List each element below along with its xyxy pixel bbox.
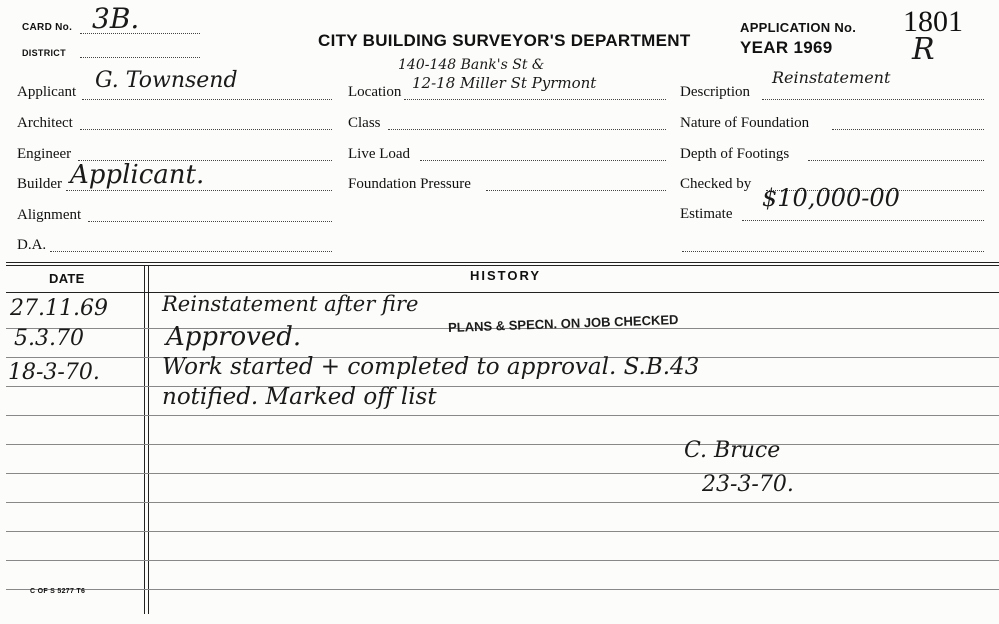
estimate-line	[742, 220, 984, 221]
history-date-1: 27.11.69	[10, 296, 108, 321]
year-label: YEAR 1969	[740, 38, 833, 57]
location-label: Location	[348, 84, 402, 100]
applicant-line	[82, 99, 332, 100]
ruled-line	[6, 502, 999, 503]
description-label: Description	[680, 84, 750, 100]
location-line	[404, 99, 666, 100]
estimate-label: Estimate	[680, 206, 733, 222]
builder-value: Applicant.	[70, 160, 205, 190]
ruled-line	[6, 386, 999, 387]
history-text-3: Work started + completed to approval. S.B.43	[162, 354, 700, 380]
form-code: C OF S 5277 T6	[30, 588, 86, 595]
ruled-line	[6, 473, 999, 474]
ruled-line	[6, 589, 999, 590]
table-top-rule	[6, 262, 999, 263]
builder-line	[66, 190, 332, 191]
department-title: CITY BUILDING SURVEYOR'S DEPARTMENT	[318, 31, 691, 50]
alignment-line	[88, 221, 332, 222]
header-bottom-rule	[6, 292, 999, 293]
application-no-label: APPLICATION No.	[740, 20, 857, 35]
date-column-divider-2	[148, 266, 149, 614]
ruled-line	[6, 444, 999, 445]
card-no-value: 3B.	[92, 2, 140, 35]
depth-of-footings-label: Depth of Footings	[680, 146, 790, 162]
applicant-label: Applicant	[17, 84, 77, 100]
alignment-label: Alignment	[17, 207, 82, 223]
year-mark: R	[912, 32, 935, 67]
foundation-pressure-label: Foundation Pressure	[348, 176, 471, 192]
class-label: Class	[348, 115, 381, 131]
history-text-3b: notified. Marked off list	[162, 384, 437, 410]
blank-line	[682, 251, 984, 252]
live-load-line	[420, 160, 666, 161]
applicant-value: G. Townsend	[95, 68, 238, 93]
nature-of-foundation-line	[832, 129, 984, 130]
nature-of-foundation-label: Nature of Foundation	[680, 115, 810, 131]
history-text-2: Approved.	[166, 322, 302, 352]
class-line	[388, 129, 666, 130]
location-value-line2: 12-18 Miller St Pyrmont	[412, 74, 597, 92]
description-value: Reinstatement	[772, 68, 891, 87]
da-label: D.A.	[17, 237, 47, 253]
foundation-pressure-line	[486, 190, 666, 191]
live-load-label: Live Load	[348, 146, 411, 162]
application-no-value: 1801	[903, 5, 963, 38]
ruled-line	[6, 560, 999, 561]
signature-date: 23-3-70.	[702, 472, 794, 497]
date-header: DATE	[49, 271, 85, 286]
history-text-1: Reinstatement after fire	[162, 292, 419, 316]
da-line	[50, 251, 332, 252]
district-line	[80, 57, 200, 58]
district-label: DISTRICT	[22, 48, 66, 58]
signature: C. Bruce	[684, 438, 781, 463]
estimate-value: $10,000-00	[762, 184, 900, 212]
history-header: HISTORY	[470, 268, 542, 283]
engineer-label: Engineer	[17, 146, 72, 162]
date-column-divider	[144, 266, 145, 614]
history-date-3: 18-3-70.	[8, 360, 100, 385]
builder-label: Builder	[17, 176, 62, 192]
card-no-label: CARD No.	[22, 22, 73, 33]
ruled-line	[6, 415, 999, 416]
checked-by-label: Checked by	[680, 176, 752, 192]
architect-label: Architect	[17, 115, 73, 131]
description-line	[762, 99, 984, 100]
approval-stamp: PLANS & SPECN. ON JOB CHECKED	[447, 311, 679, 336]
location-value-line1: 140-148 Bank's St &	[398, 57, 545, 73]
architect-line	[80, 129, 332, 130]
table-top-rule-2	[6, 265, 999, 266]
history-date-2: 5.3.70	[14, 326, 84, 351]
depth-of-footings-line	[808, 160, 984, 161]
ruled-line	[6, 531, 999, 532]
